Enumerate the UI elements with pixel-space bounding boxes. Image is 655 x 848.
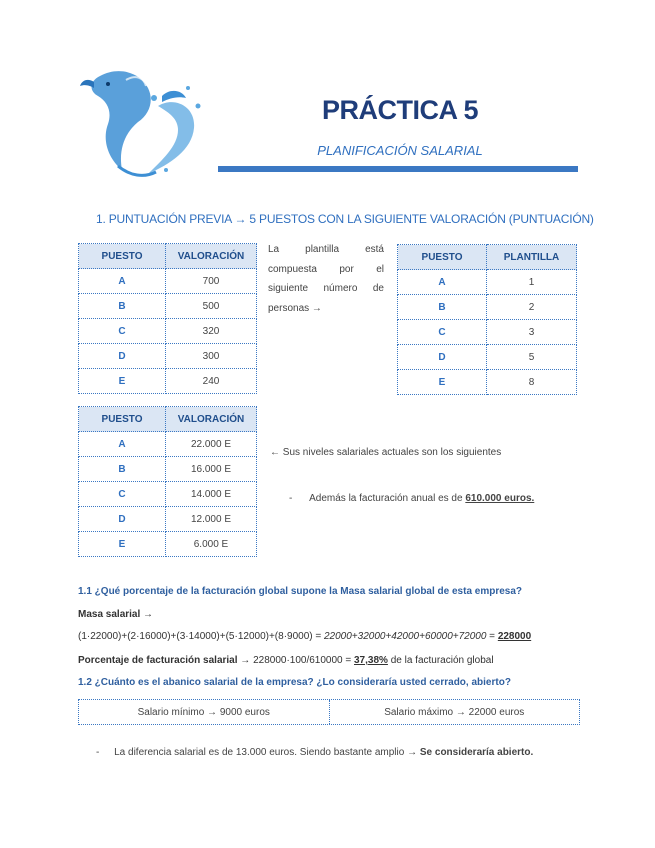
conclusion-line <box>96 747 533 758</box>
page-title: PRÁCTICA 5 <box>321 95 478 125</box>
table-row <box>398 370 577 395</box>
formula-total: 228000 <box>497 631 532 642</box>
puesto-cell: B <box>79 294 166 319</box>
table-row <box>79 457 257 482</box>
porcentaje-label: Porcentaje de facturación salarial <box>78 655 238 666</box>
puesto-cell: C <box>79 482 166 507</box>
puesto-cell: D <box>79 344 166 369</box>
puesto-cell: D <box>79 507 166 532</box>
value-cell: 8 <box>487 370 577 395</box>
salary-cell: 22.000 E <box>166 432 257 457</box>
facturacion-line <box>289 493 534 504</box>
table-row <box>398 270 577 295</box>
table-row <box>79 369 257 394</box>
page-subtitle: PLANIFICACIÓN SALARIAL <box>317 143 483 158</box>
col-header: PUESTO <box>79 407 166 432</box>
salary-cell: 16.000 E <box>166 457 257 482</box>
col-header: VALORACIÓN <box>166 407 257 432</box>
salary-range-box <box>78 699 580 725</box>
salarios-table <box>78 406 257 557</box>
salario-maximo: Salario máximo → 22000 euros <box>384 706 525 718</box>
table-row <box>79 269 257 294</box>
value-cell: 320 <box>166 319 257 344</box>
table-row <box>79 319 257 344</box>
porcentaje-tail: de la facturación global <box>387 655 494 666</box>
puesto-cell: C <box>398 320 487 345</box>
value-cell: 300 <box>166 344 257 369</box>
salario-minimo: Salario mínimo → 9000 euros <box>79 700 330 724</box>
masa-salarial-label: Masa salarial → <box>78 609 154 620</box>
dolphin-body <box>92 71 151 170</box>
puesto-cell: E <box>79 532 166 557</box>
col-header: PUESTO <box>398 245 487 270</box>
question-1-1: 1.1 ¿Qué porcentaje de la facturación global supone la Masa salarial global de esta empresa? <box>78 586 523 597</box>
puesto-cell: B <box>79 457 166 482</box>
conclusion-bold: Se consideraría abierto. <box>419 747 534 758</box>
plantilla-table <box>397 244 577 395</box>
table-row <box>398 345 577 370</box>
porcentaje-value: 37,38% <box>354 655 388 666</box>
value-cell: 700 <box>166 269 257 294</box>
puesto-cell: A <box>398 270 487 295</box>
puesto-cell: A <box>79 432 166 457</box>
niveles-note: ← Sus niveles salariales actuales son los siguientes <box>270 447 502 458</box>
salary-cell: 12.000 E <box>166 507 257 532</box>
formula-left: (1·22000)+(2·16000)+(3·14000)+(5·12000)+(8·9000) = <box>78 631 324 642</box>
puesto-cell: B <box>398 295 487 320</box>
salary-cell: 6.000 E <box>166 532 257 557</box>
conclusion-text: La diferencia salarial es de 13.000 euros. Siendo bastante amplio → <box>114 747 420 758</box>
puesto-cell: D <box>398 345 487 370</box>
table-header-row <box>398 245 577 270</box>
col-header: PLANTILLA <box>487 245 577 270</box>
dolphin-logo <box>78 66 208 184</box>
table-row <box>79 532 257 557</box>
table-row <box>79 432 257 457</box>
value-cell: 240 <box>166 369 257 394</box>
question-1-2: 1.2 ¿Cuánto es el abanico salarial de la empresa? ¿Lo consideraría usted cerrado, abierto? <box>78 677 511 688</box>
table-row <box>79 344 257 369</box>
valoracion-table <box>78 243 257 394</box>
water-splash <box>148 102 194 174</box>
col-header: VALORACIÓN <box>166 244 257 269</box>
formula-italic: 22000+32000+42000+60000+72000 <box>324 631 487 642</box>
table-row <box>398 295 577 320</box>
puesto-cell: E <box>79 369 166 394</box>
value-cell: 2 <box>487 295 577 320</box>
masa-formula <box>78 631 531 642</box>
section-heading: 1. PUNTUACIÓN PREVIA → 5 PUESTOS CON LA SIGUIENTE VALORACIÓN (PUNTUACIÓN) <box>96 212 594 226</box>
table-header-row <box>79 407 257 432</box>
bullet: - <box>96 747 100 758</box>
table-row <box>79 294 257 319</box>
title-rule <box>218 166 578 172</box>
facturacion-text: Además la facturación anual es de <box>309 493 466 504</box>
table-row <box>79 507 257 532</box>
formula-eq: = <box>486 631 498 642</box>
puesto-cell: E <box>398 370 487 395</box>
porcentaje-calc: → 228000·100/610000 = <box>237 655 354 666</box>
table-header-row <box>79 244 257 269</box>
puesto-cell: C <box>79 319 166 344</box>
facturacion-value: 610.000 euros. <box>465 493 535 504</box>
puesto-cell: A <box>79 269 166 294</box>
table-row <box>79 482 257 507</box>
table-row <box>398 320 577 345</box>
col-header: PUESTO <box>79 244 166 269</box>
value-cell: 1 <box>487 270 577 295</box>
porcentaje-line <box>78 655 494 666</box>
plantilla-description: La plantilla está compuesta por el siguiente número de personas → <box>268 244 384 314</box>
bullet: - <box>289 493 293 504</box>
value-cell: 500 <box>166 294 257 319</box>
value-cell: 3 <box>487 320 577 345</box>
value-cell: 5 <box>487 345 577 370</box>
salary-cell: 14.000 E <box>166 482 257 507</box>
